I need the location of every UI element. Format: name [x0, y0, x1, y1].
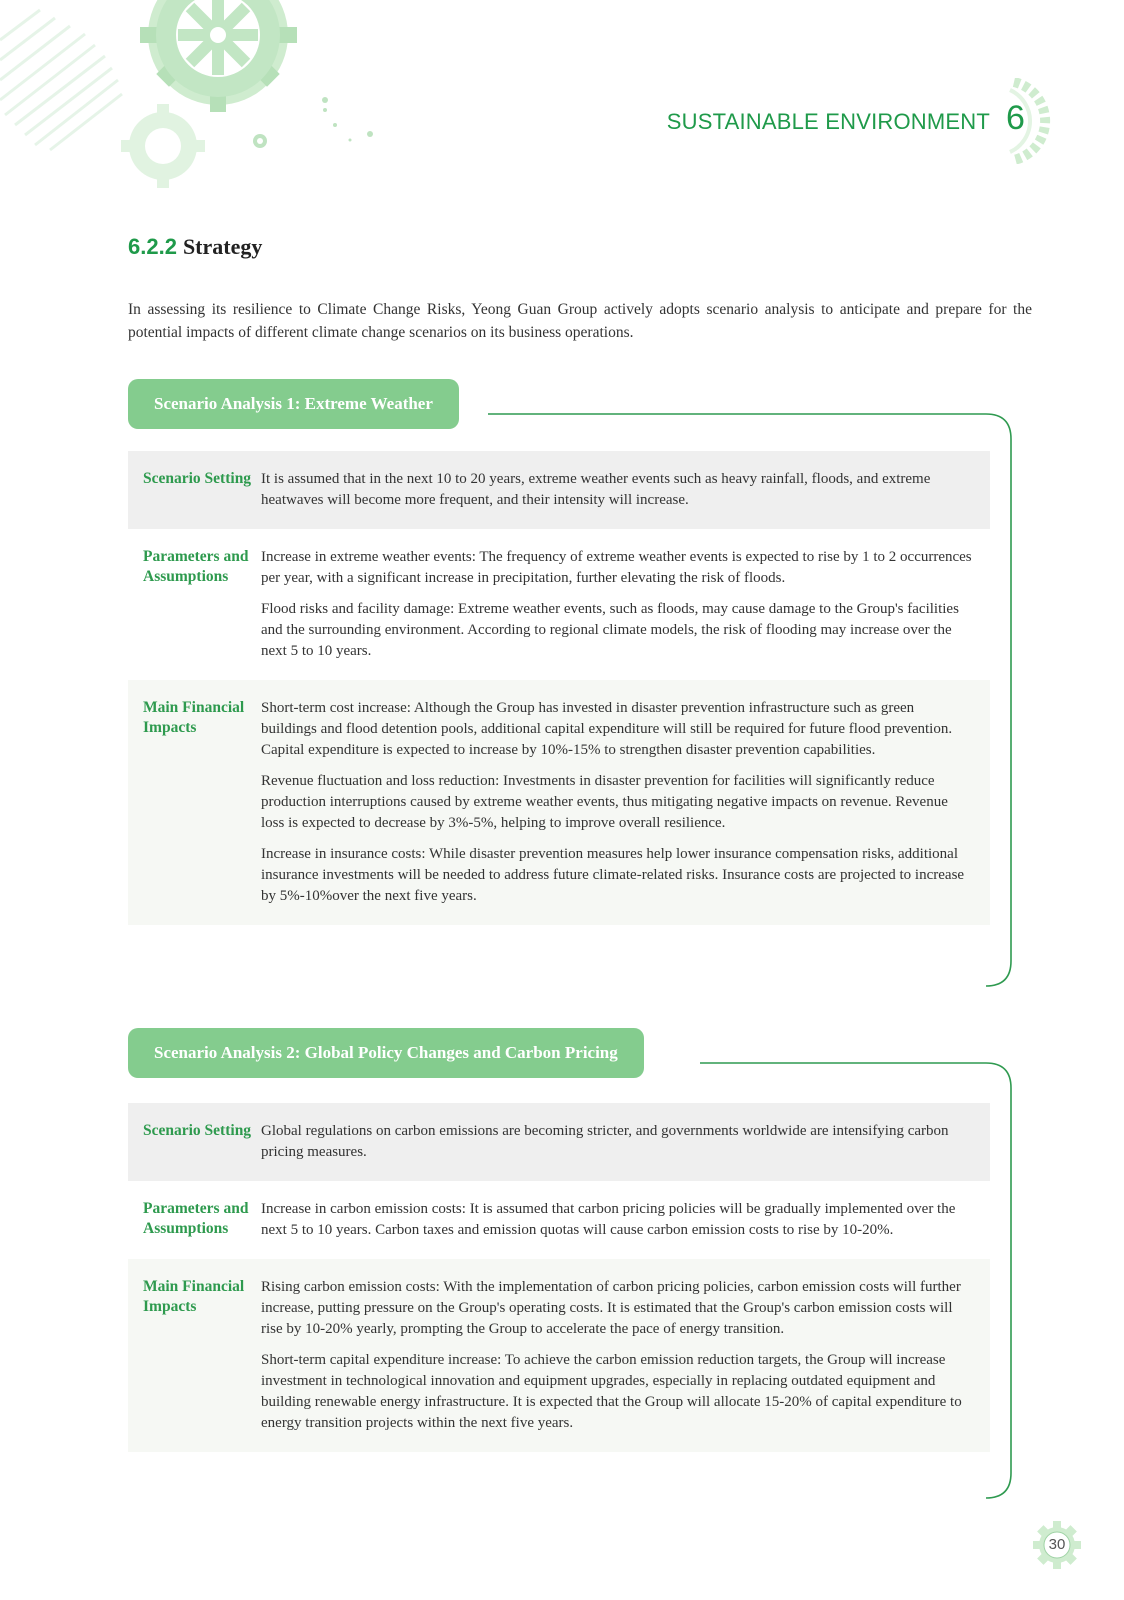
row-content [261, 469, 990, 511]
row-label: Main Financial Impacts [143, 699, 245, 736]
scenario-table [128, 451, 990, 925]
section-number: 6.2.2 [128, 234, 177, 259]
row-content [261, 1199, 990, 1241]
section-heading [128, 234, 262, 260]
row-paragraph: Increase in carbon emission costs: It is assumed that carbon pricing policies will be gradually implemented over the next 5 to 10 years. Carbon taxes and emission quotas will cause carbon emission costs to rise by 10-20%. [261, 1201, 956, 1238]
chapter-title: SUSTAINABLE ENVIRONMENT [666, 109, 990, 134]
row-content [261, 547, 990, 662]
row-paragraph: Global regulations on carbon emissions are becoming stricter, and governments worldwide are intensifying carbon pricing measures. [261, 1123, 949, 1160]
table-row-financial-impacts [128, 1259, 990, 1452]
row-paragraph: Increase in extreme weather events: The frequency of extreme weather events is expected to rise by 1 to 2 occurrences per year, with a significant increase in precipitation, further elevating the risk of floods. [261, 549, 972, 586]
row-paragraph: Flood risks and facility damage: Extreme weather events, such as floods, may cause damage to the Group's facilities and the surrounding environment. According to regional climate models, the risk of flooding may increase over the next 5 to 10 years. [261, 601, 959, 659]
row-paragraph: Increase in insurance costs: While disaster prevention measures help lower insurance compensation risks, additional insurance investments will be needed to address future climate-related risks. Insurance costs are projected to increase by 5%-10%over the next five years. [261, 846, 965, 904]
scenario-title-pill: Scenario Analysis 1: Extreme Weather [128, 379, 459, 429]
page-number-badge [1031, 1519, 1083, 1571]
row-paragraph: It is assumed that in the next 10 to 20 years, extreme weather events such as heavy rainfall, floods, and extreme heatwaves will become more frequent, and their intensity will increase. [261, 471, 931, 508]
chapter-number: 6 [1006, 99, 1025, 137]
row-label: Scenario Setting [143, 470, 252, 487]
scenario-title-pill: Scenario Analysis 2: Global Policy Changes and Carbon Pricing [128, 1028, 644, 1078]
table-row-parameters [128, 529, 990, 680]
row-paragraph: Short-term capital expenditure increase: To achieve the carbon emission reduction targets, the Group will increase investment in technological innovation and equipment upgrades, especially in replacing outdated equipment and building renewable energy infrastructure. It is expected that the Group will allocate 15-20% of capital expenditure to energy transition projects within the next five years. [261, 1352, 962, 1431]
row-label: Main Financial Impacts [143, 1278, 245, 1315]
table-row-parameters [128, 1181, 990, 1259]
row-content [261, 1121, 990, 1163]
row-paragraph: Short-term cost increase: Although the Group has invested in disaster prevention infrastructure such as green buildings and flood detention pools, additional capital expenditure will still be required for future flood prevention. Capital expenditure is expected to increase by 10%-15% to strengthen disaster prevention capabilities. [261, 700, 953, 758]
section-title-text: Strategy [182, 234, 263, 259]
scenario-block-2 [128, 1028, 1032, 1502]
row-label: Parameters and Assumptions [143, 1200, 249, 1237]
row-label: Scenario Setting [143, 1122, 252, 1139]
row-label: Parameters and Assumptions [143, 548, 249, 585]
table-row-scenario-setting [128, 451, 990, 529]
row-content [261, 698, 990, 907]
row-content [261, 1277, 990, 1434]
page-number: 30 [1048, 1536, 1066, 1553]
table-row-scenario-setting [128, 1103, 990, 1181]
row-paragraph: Rising carbon emission costs: With the implementation of carbon pricing policies, carbon emission costs will further increase, putting pressure on the Group's operating costs. It is estimated that the Group's carbon emission costs will rise by 10-20% yearly, prompting the Group to accelerate the pace of energy transition. [261, 1279, 961, 1337]
table-row-financial-impacts [128, 680, 990, 925]
section-intro-paragraph: In assessing its resilience to Climate Change Risks, Yeong Guan Group actively adopts scenario analysis to anticipate and prepare for the potential impacts of different climate change scenarios on its business operations. [128, 301, 1032, 341]
row-paragraph: Revenue fluctuation and loss reduction: Investments in disaster prevention for facilities will significantly reduce production interruptions caused by extreme weather events, thus mitigating negative impacts on revenue. Revenue loss is expected to decrease by 3%-5%, helping to improve overall resilience. [261, 773, 948, 831]
decorative-gears-graphic [0, 0, 400, 200]
scenario-table [128, 1103, 990, 1452]
scenario-block-1 [128, 379, 1032, 989]
